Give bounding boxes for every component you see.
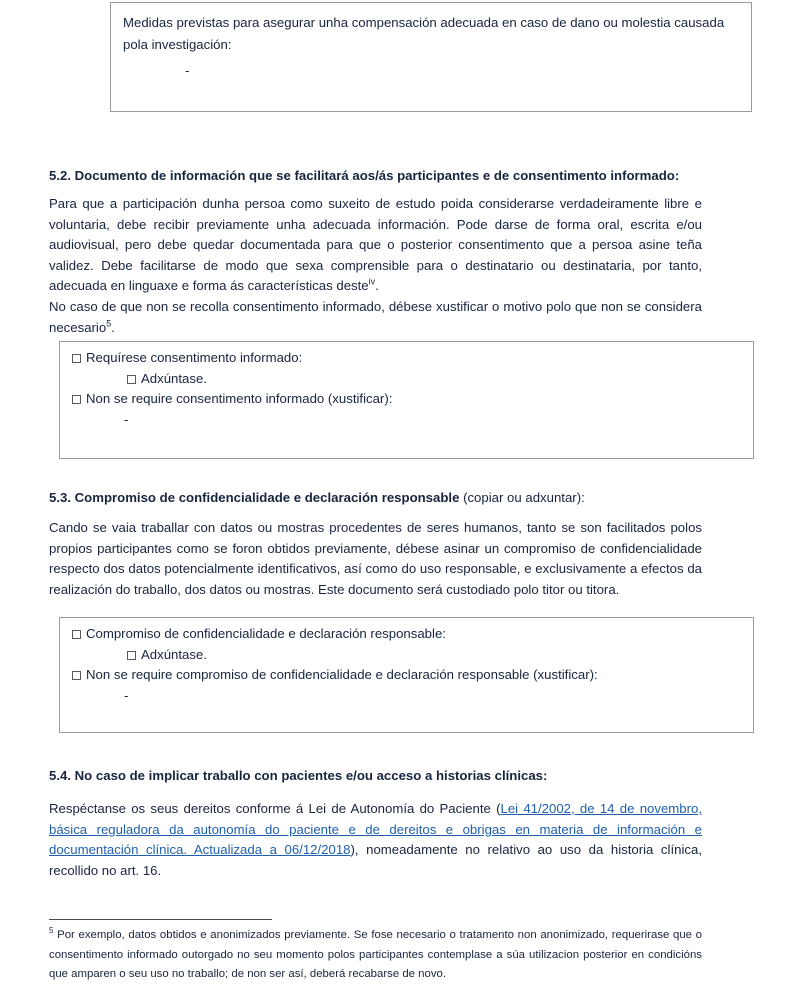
confidentiality-attach-option[interactable] bbox=[127, 645, 753, 666]
section-53-paragraph: Cando se vaia traballar con datos ou mostras procedentes de seres humanos, tanto se son facilitados polos propios participantes como se foron obtidos previamente, débese asinar un compromiso de confidencialidade respecto dos datos potencialmente identificativos, así como do uso responsable, e exclusivamente a efectos da realización do traballo, dos datos ou mostras. Este documento será custodiado polo titor ou titora. bbox=[49, 520, 702, 597]
section-52-paragraph-1-text: Para que a participación dunha persoa como suxeito de estudo poida considerarse verdadeiramente libre e voluntaria, debe recibir previamente unha adecuada información. Pode darse de forma oral, escrita e/ou audiovisual, pero debe quedar documentada para que o posterior consentimento que a persoa asine teña validez. Debe facilitarse de modo que sexa comprensible para o destinatario ou destinataria, por tanto, adecuada en linguaxe e forma ás características deste bbox=[49, 196, 702, 293]
footnote-separator-rule bbox=[49, 919, 272, 920]
section-53-heading-bold: 5.3. Compromiso de confidencialidade e declaración responsable bbox=[49, 490, 460, 505]
footnote-marker-iv: iv bbox=[368, 276, 376, 287]
confidentiality-justification-answer: - bbox=[124, 687, 129, 703]
consent-attach-option[interactable] bbox=[127, 369, 753, 390]
measures-answer-text: - bbox=[185, 63, 190, 78]
consent-justification-answer: - bbox=[124, 411, 129, 427]
section-53-confidentiality-box bbox=[59, 617, 754, 733]
section-52-paragraph-1 bbox=[49, 194, 702, 297]
confidentiality-attach-label: Adxúntase. bbox=[141, 646, 207, 662]
section-52-paragraph-2-end: . bbox=[111, 319, 115, 335]
section-52-heading: 5.2. Documento de información que se facilitará aos/ás participantes e de consentimento informado: bbox=[49, 168, 680, 183]
section-54-text-after-link: ), nomeadamente no relativo ao uso da historia clínica, recollido no art. 16. bbox=[49, 842, 702, 878]
section-53-heading bbox=[49, 488, 754, 508]
consent-attach-label: Adxúntase. bbox=[141, 370, 207, 386]
checkbox-icon[interactable] bbox=[127, 651, 136, 660]
consent-required-label: Requírese consentimento informado: bbox=[86, 350, 303, 365]
measures-prompt-text: Medidas previstas para asegurar unha compensación adecuada en caso de dano ou molestia causada pola investigación: bbox=[123, 15, 725, 52]
section-54-heading: 5.4. No caso de implicar traballo con pacientes e/ou acceso a historias clínicas: bbox=[49, 768, 548, 783]
section-52-consent-box bbox=[59, 341, 754, 459]
section-52-paragraph-2-text: No caso de que non se recolla consentimento informado, débese xustificar o motivo polo que non se considera necesario bbox=[49, 299, 702, 335]
footnote-marker-5: 5 bbox=[106, 318, 112, 329]
confidentiality-not-required-option[interactable] bbox=[72, 665, 753, 686]
checkbox-icon[interactable] bbox=[72, 395, 81, 404]
ley-41-2002-link[interactable]: Lei 41/2002, de 14 de novembro, básica reguladora da autonomía do paciente e de dereitos e obrigas en materia de información e documentación clínica. Actualizada a 06/12/2018 bbox=[49, 801, 702, 857]
checkbox-icon[interactable] bbox=[72, 671, 81, 680]
checkbox-icon[interactable] bbox=[72, 630, 81, 639]
section-52-paragraph-2 bbox=[49, 297, 702, 338]
consent-not-required-label: Non se require consentimento informado (xustificar): bbox=[86, 391, 393, 406]
footnote-number: 5 bbox=[49, 926, 54, 936]
checkbox-icon[interactable] bbox=[127, 375, 136, 384]
measures-answer-box bbox=[110, 2, 752, 112]
confidentiality-required-label: Compromiso de confidencialidade e declaración responsable: bbox=[86, 626, 446, 641]
footnote-5 bbox=[49, 926, 702, 985]
consent-not-required-option[interactable] bbox=[72, 389, 753, 410]
section-52-paragraph-1-end: . bbox=[375, 278, 379, 293]
consent-required-option[interactable] bbox=[72, 348, 753, 369]
section-54-text-before-link: Respéctanse os seus dereitos conforme á Lei de Autonomía do Paciente ( bbox=[49, 801, 501, 816]
checkbox-icon[interactable] bbox=[72, 354, 81, 363]
section-53-heading-normal: (copiar ou adxuntar): bbox=[459, 490, 585, 505]
section-54-paragraph bbox=[49, 799, 702, 881]
confidentiality-required-option[interactable] bbox=[72, 624, 753, 645]
confidentiality-not-required-label: Non se require compromiso de confidencialidade e declaración responsable (xustificar): bbox=[86, 667, 598, 682]
footnote-text: Por exemplo, datos obtidos e anonimizados previamente. Se fose necesario o tratamento non anonimizado, requerirase que o consentimento informado outorgado no seu momento polos participantes contemplase a súa utilizacion posterior en condicións que amparen o seu uso no traballo; de non ser así, deberá recabarse de novo. bbox=[49, 929, 702, 980]
